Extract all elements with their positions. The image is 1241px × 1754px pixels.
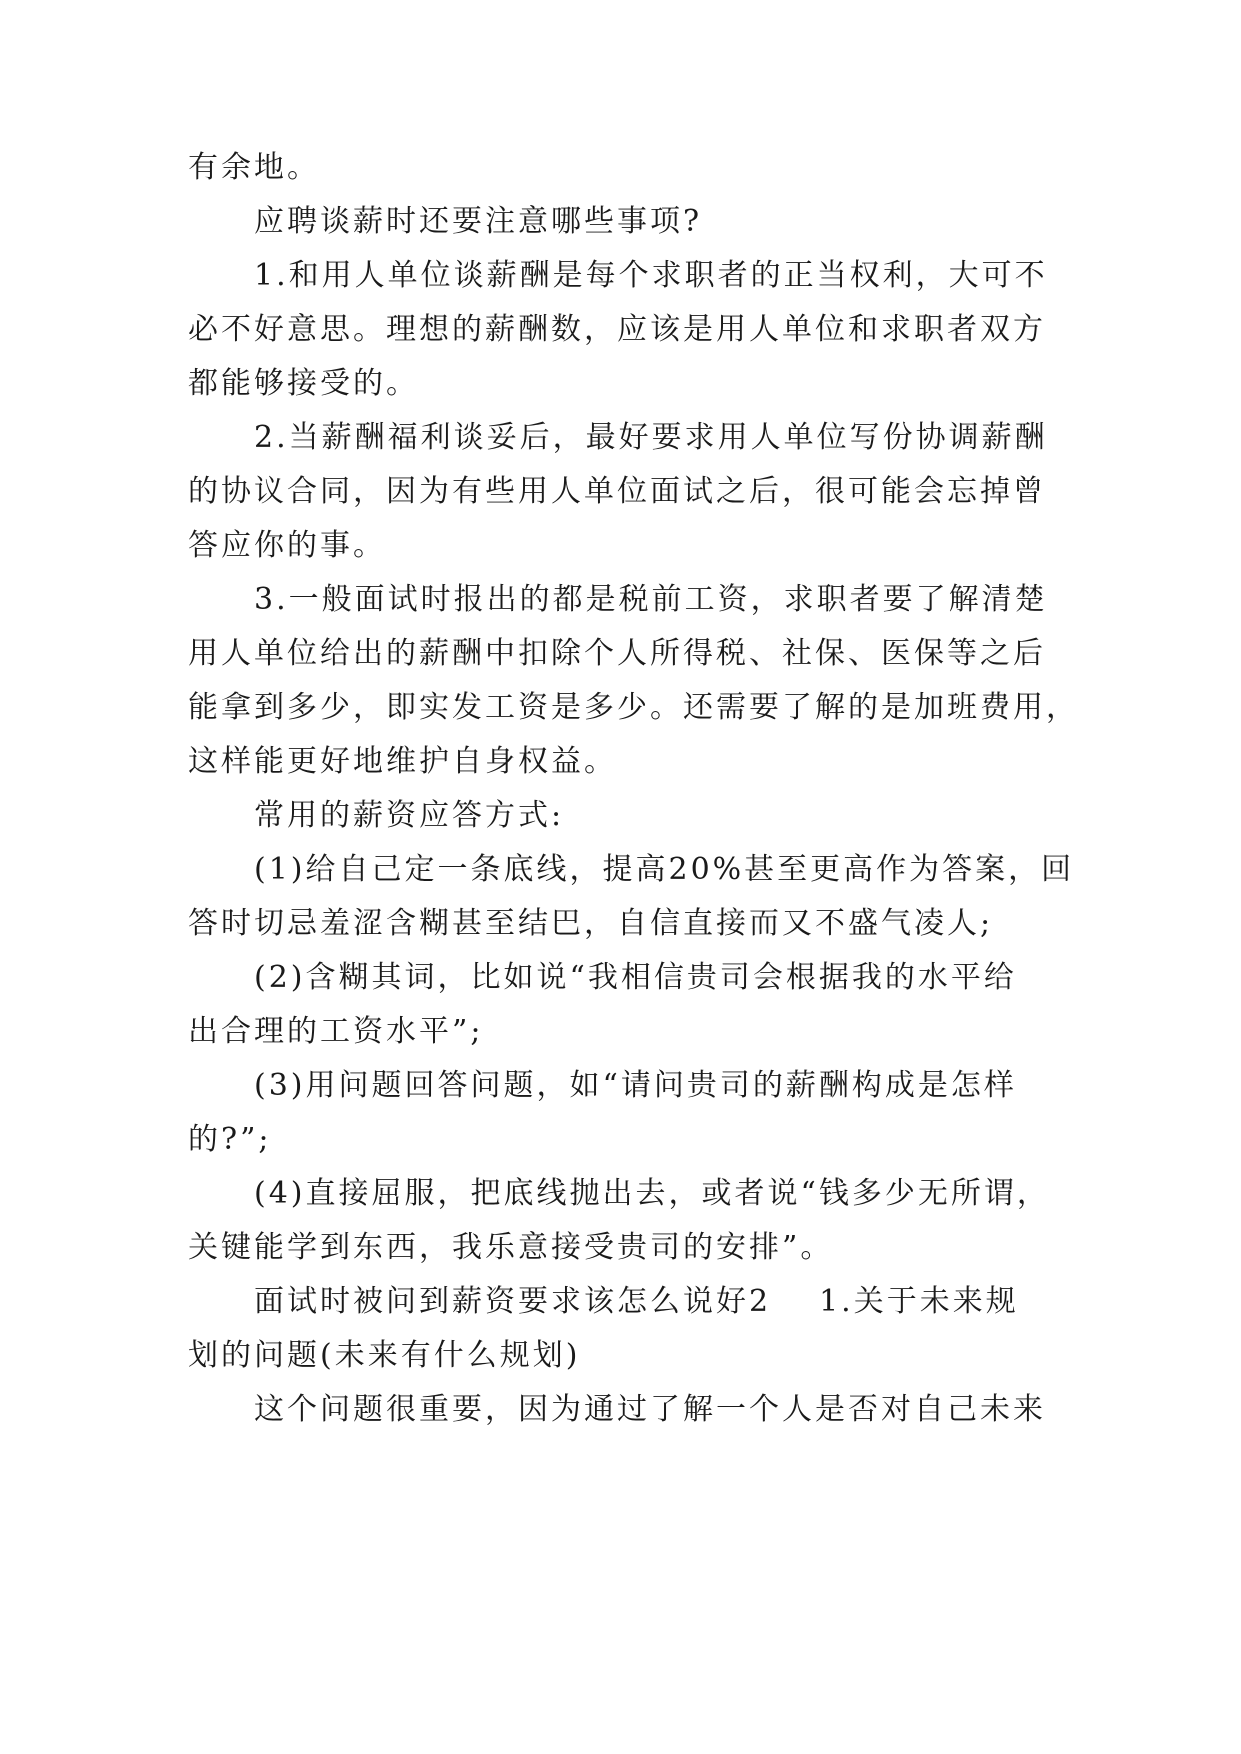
subsection-title: 1.关于未来规 <box>819 1284 1019 1319</box>
section-heading: 应聘谈薪时还要注意哪些事项? <box>254 204 703 239</box>
text-line: 答时切忌羞涩含糊甚至结巴，自信直接而又不盛气凌人; <box>188 906 994 941</box>
text-line: 关键能学到东西，我乐意接受贵司的安排”。 <box>188 1230 834 1265</box>
text-line: 这样能更好地维护自身权益。 <box>188 744 617 779</box>
text-line: (1)给自己定一条底线，提高20%甚至更高作为答案，回 <box>254 852 1075 887</box>
text-line: (4)直接屈服，把底线抛出去，或者说“钱多少无所谓， <box>254 1176 1050 1211</box>
text-line: 能拿到多少，即实发工资是多少。还需要了解的是加班费用， <box>188 690 1079 725</box>
text-line: 答应你的事。 <box>188 528 386 563</box>
section-title: 面试时被问到薪资要求该怎么说好2 <box>254 1284 772 1319</box>
text-line: 3.一般面试时报出的都是税前工资，求职者要了解清楚 <box>254 582 1048 617</box>
text-line: 都能够接受的。 <box>188 366 419 401</box>
section-heading: 常用的薪资应答方式: <box>254 798 565 833</box>
text-line: 的?”; <box>188 1122 272 1157</box>
text-line: 2.当薪酬福利谈妥后，最好要求用人单位写份协调薪酬 <box>254 420 1048 455</box>
section-heading-line <box>254 1282 1154 1322</box>
text-line: 的协议合同，因为有些用人单位面试之后，很可能会忘掉曾 <box>188 474 1046 509</box>
text-line: 这个问题很重要，因为通过了解一个人是否对自己未来 <box>254 1392 1046 1427</box>
text-line: 必不好意思。理想的薪酬数，应该是用人单位和求职者双方 <box>188 312 1046 347</box>
text-line: 出合理的工资水平”; <box>188 1014 484 1049</box>
text-line: 1.和用人单位谈薪酬是每个求职者的正当权利，大可不 <box>254 258 1048 293</box>
text-line: 用人单位给出的薪酬中扣除个人所得税、社保、医保等之后 <box>188 636 1046 671</box>
text-line: 划的问题(未来有什么规划) <box>188 1338 581 1373</box>
text-line: 有余地。 <box>188 150 320 185</box>
text-line: (3)用问题回答问题，如“请问贵司的薪酬构成是怎样 <box>254 1068 1017 1103</box>
text-line: (2)含糊其词，比如说“我相信贵司会根据我的水平给 <box>254 960 1017 995</box>
